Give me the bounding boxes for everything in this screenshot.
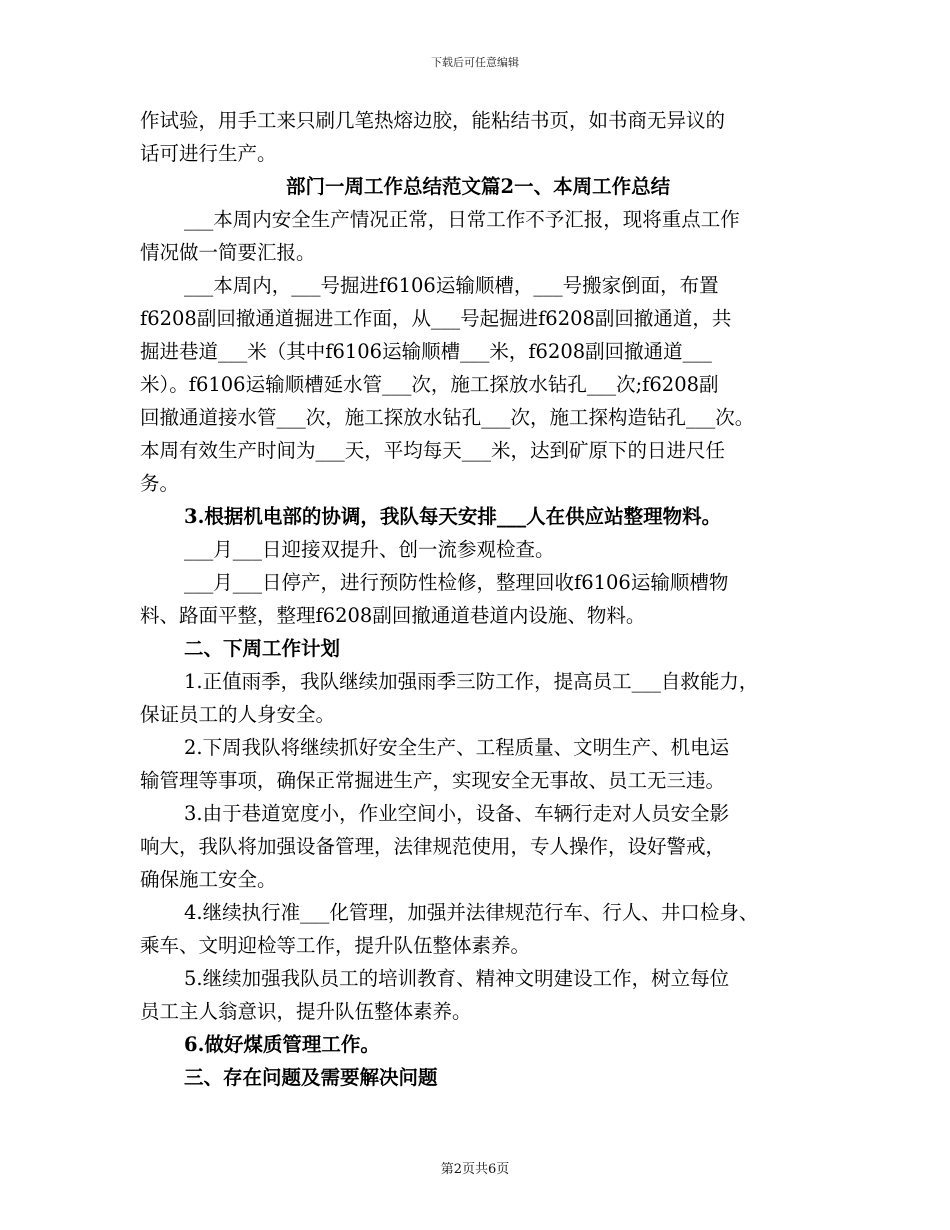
text-line: 输管理等事项，确保正常掘进生产，实现安全无事故、员工无三违。 (140, 769, 726, 792)
text-line: 情况做一简要汇报。 (140, 241, 316, 264)
text-line: 保证员工的人身安全。 (140, 703, 336, 726)
document-body (140, 104, 820, 1094)
text-line: 回撤通道接水管___次，施工探放水钻孔___次，施工探构造钻孔___次。 (140, 406, 755, 429)
text-line: 料、路面平整，整理f6208副回撤通道巷道内设施、物料。 (140, 604, 646, 627)
bold-item: 6.做好煤质管理工作。 (184, 1033, 380, 1056)
page-footer: 第2页共6页 (440, 1162, 510, 1177)
section-heading: 部门一周工作总结范文篇2一、本周工作总结 (286, 175, 671, 198)
text-line: 作试验，用手工来只刷几笔热熔边胶，能粘结书页，如书商无异议的 (140, 109, 726, 132)
list-item: 1.正值雨季，我队继续加强雨季三防工作，提高员工___自救能力， (184, 670, 759, 693)
text-line: 员工主人翁意识，提升队伍整体素养。 (140, 1000, 472, 1023)
text-line: ___月___日迎接双提升、创一流参观检查。 (184, 538, 555, 561)
text-line: 米）。f6106运输顺槽延水管___次，施工探放水钻孔___次;f6208副 (140, 373, 719, 396)
text-line: ___月___日停产，进行预防性检修，整理回收f6106运输顺槽物 (184, 571, 729, 594)
text-line: ___本周内，___号掘进f6106运输顺槽，___号搬家倒面，布置 (184, 274, 719, 297)
section-heading: 三、存在问题及需要解决问题 (184, 1066, 438, 1089)
list-item: 2.下周我队将继续抓好安全生产、工程质量、文明生产、机电运 (184, 736, 730, 759)
section-heading: 二、下周工作计划 (184, 637, 341, 660)
text-line: 务。 (140, 472, 180, 495)
text-line: 响大，我队将加强设备管理，法律规范使用，专人操作，设好警戒， (140, 835, 726, 858)
text-line: f6208副回撤通道掘进工作面，从___号起掘进f6208副回撤通道，共 (140, 307, 732, 330)
bold-item: 3.根据机电部的协调，我队每天安排___人在供应站整理物料。 (184, 505, 722, 528)
page-header: 下载后可任意编辑 (431, 56, 519, 69)
text-line: 本周有效生产时间为___天，平均每天___米，达到矿原下的日进尺任 (140, 439, 726, 462)
text-line: 掘进巷道___米（其中f6106运输顺槽___米，f6208副回撤通道___ (140, 340, 712, 363)
text-line: 乘车、文明迎检等工作，提升队伍整体素养。 (140, 934, 531, 957)
list-item: 5.继续加强我队员工的培训教育、精神文明建设工作，树立每位 (184, 967, 730, 990)
text-line: ___本周内安全生产情况正常，日常工作不予汇报，现将重点工作 (184, 208, 740, 231)
list-item: 4.继续执行准___化管理，加强并法律规范行车、行人、井口检身、 (184, 901, 759, 924)
text-line: 话可进行生产。 (140, 142, 277, 165)
text-line: 确保施工安全。 (140, 868, 277, 891)
list-item: 3.由于巷道宽度小，作业空间小，设备、车辆行走对人员安全影 (184, 802, 730, 825)
